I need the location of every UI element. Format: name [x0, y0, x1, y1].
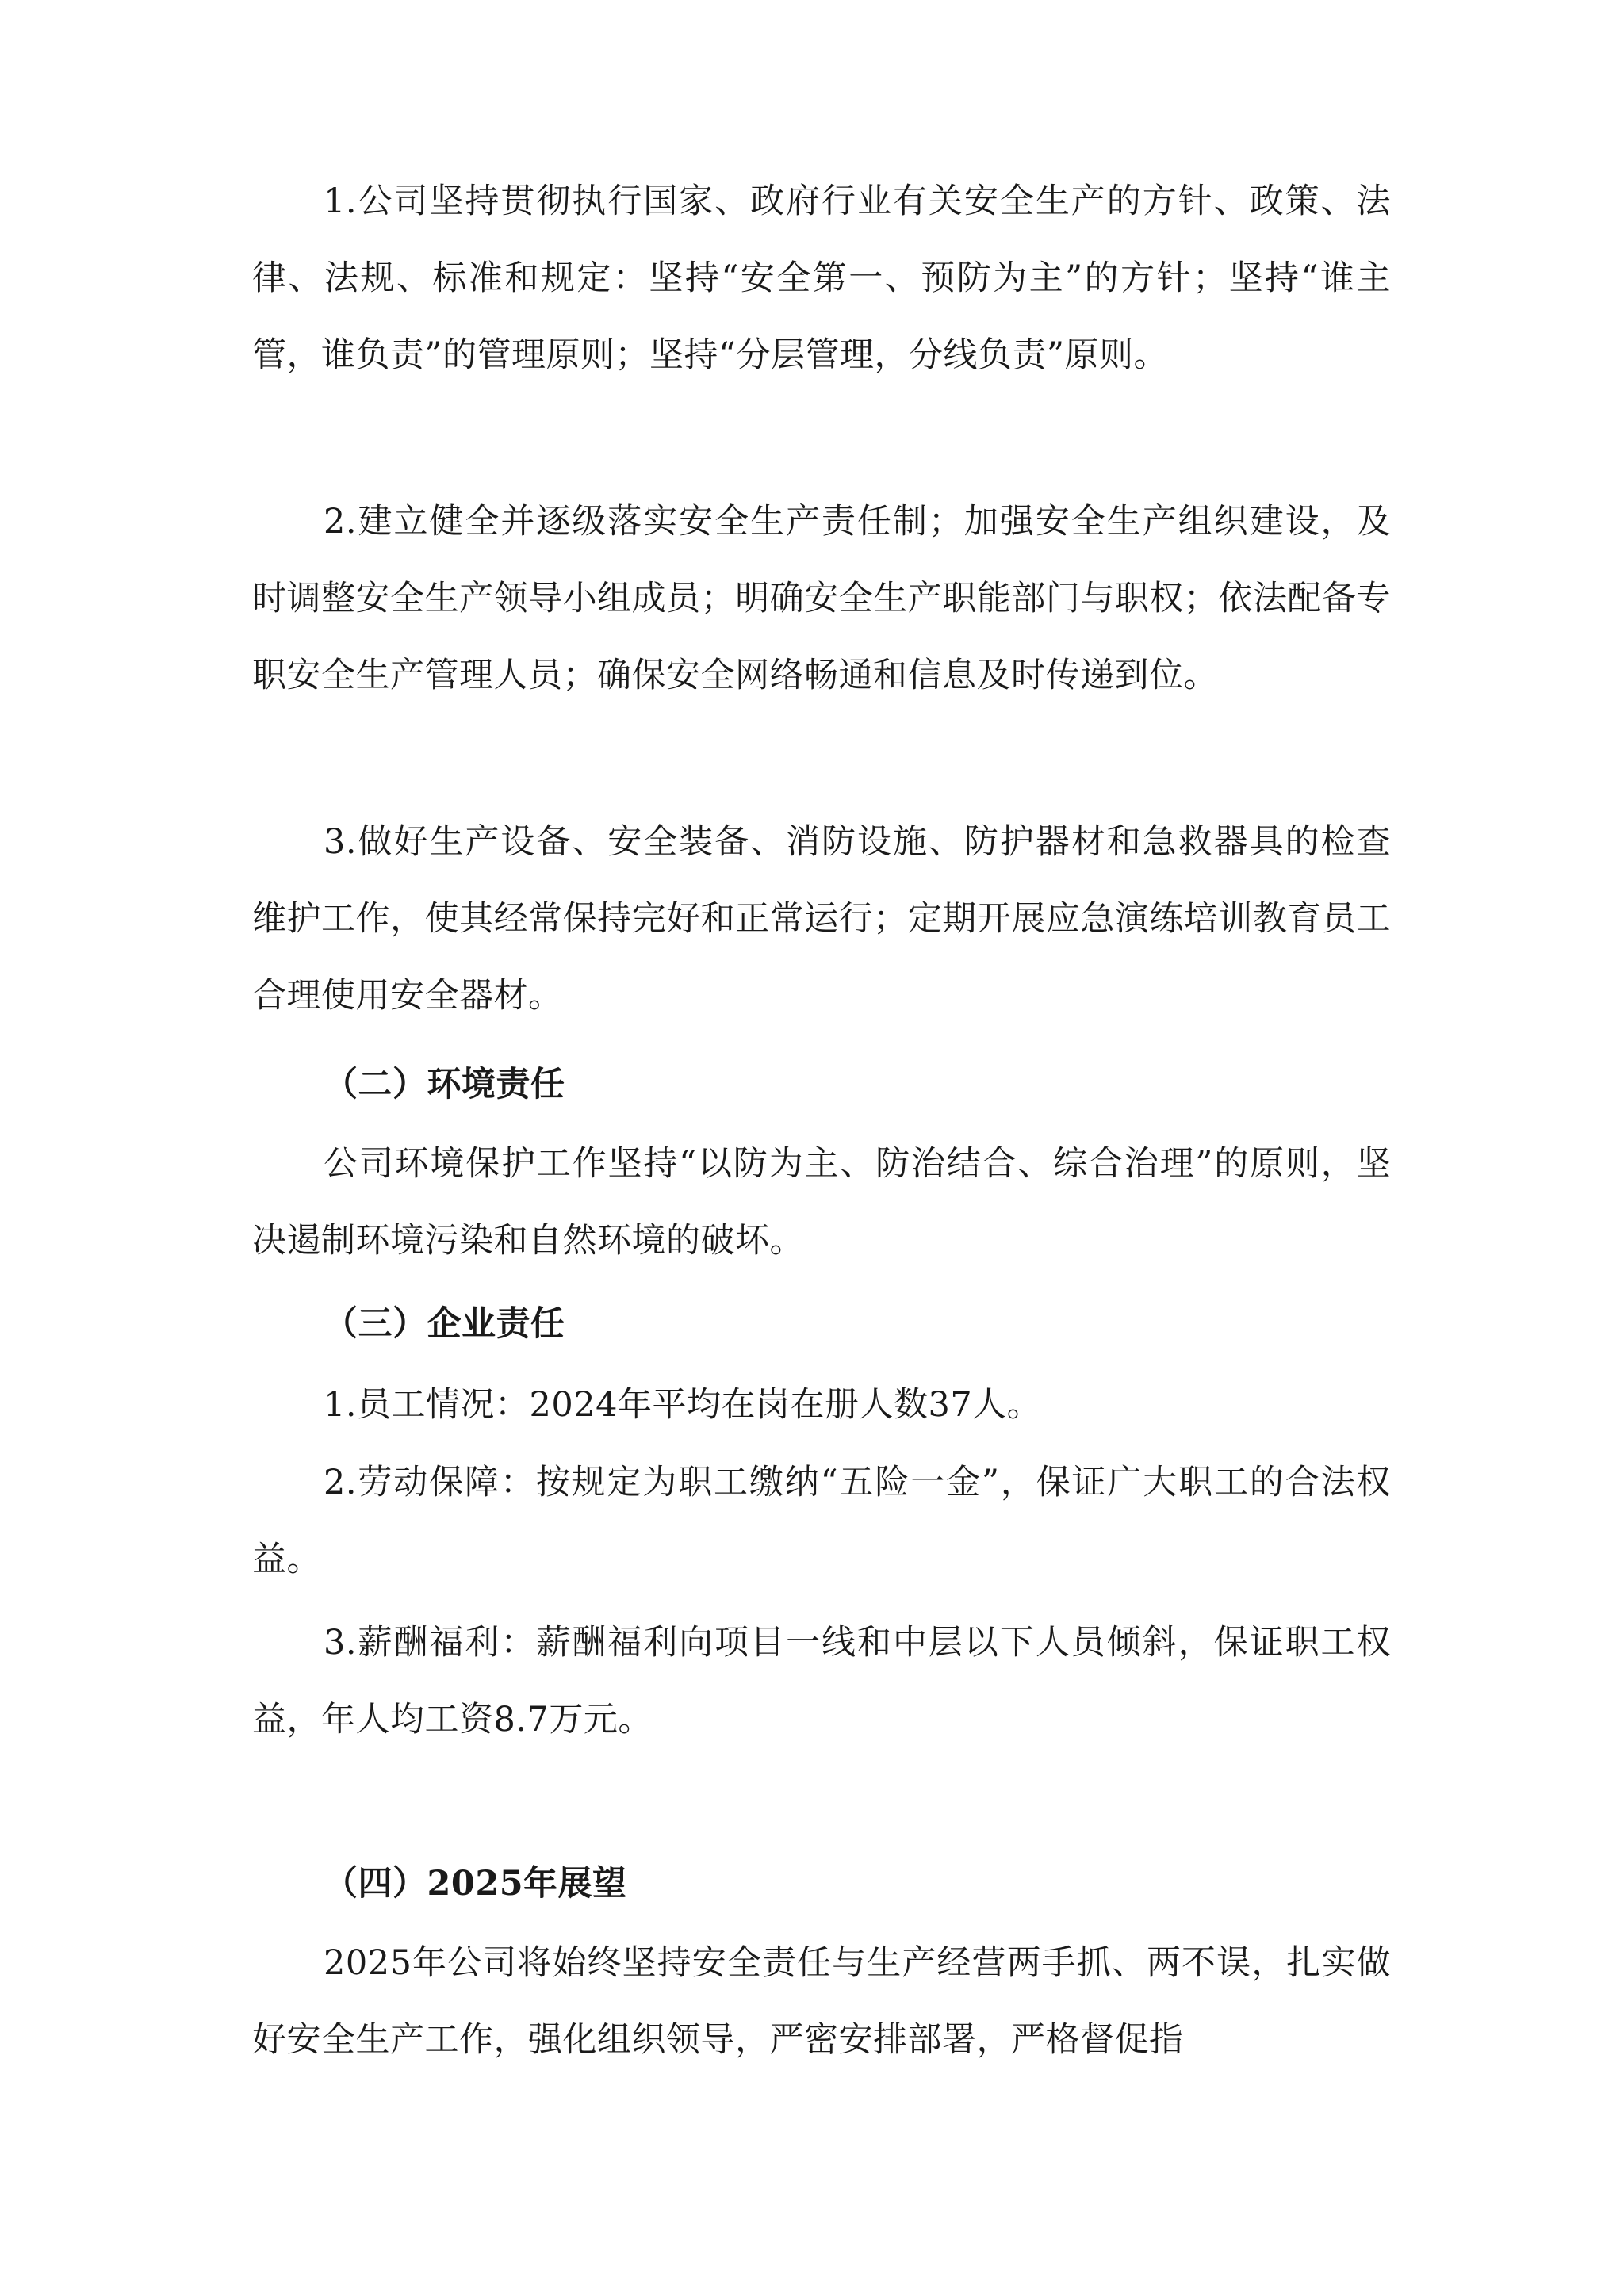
paragraph-compensation-benefits: 3.薪酬福利：薪酬福利向项目一线和中层以下人员倾斜，保证职工权益，年人均工资8.7万元。: [252, 1623, 1391, 1739]
paragraph-environmental-protection: 公司环境保护工作坚持“以防为主、防治结合、综合治理”的原则，坚决遏制环境污染和自然环境的破坏。: [252, 1144, 1391, 1261]
heading-corporate-responsibility: （三）企业责任: [324, 1304, 565, 1344]
heading-environmental-responsibility: （二）环境责任: [324, 1065, 565, 1104]
heading-2025-outlook: （四）2025年展望: [324, 1864, 627, 1904]
paragraph-employee-status: 1.员工情况：2024年平均在岗在册人数37人。: [324, 1385, 1042, 1425]
paragraph-safety-policy: 1.公司坚持贯彻执行国家、政府行业有关安全生产的方针、政策、法律、法规、标准和规定：坚持“安全第一、预防为主”的方针；坚持“谁主管，谁负责”的管理原则；坚持“分层管理，分线负责”原则。: [252, 182, 1391, 375]
paragraph-equipment-maintenance: 3.做好生产设备、安全装备、消防设施、防护器材和急救器具的检查维护工作，使其经常保持完好和正常运行；定期开展应急演练培训教育员工合理使用安全器材。: [252, 822, 1391, 1016]
paragraph-safety-responsibility-system: 2.建立健全并逐级落实安全生产责任制；加强安全生产组织建设，及时调整安全生产领导小组成员；明确安全生产职能部门与职权；依法配备专职安全生产管理人员；确保安全网络畅通和信息及时传递到位。: [252, 502, 1391, 695]
paragraph-2025-plan: 2025年公司将始终坚持安全责任与生产经营两手抓、两不误，扎实做好安全生产工作，强化组织领导，严密安排部署，严格督促指: [252, 1943, 1391, 2060]
paragraph-labor-protection: 2.劳动保障：按规定为职工缴纳“五险一金”，保证广大职工的合法权益。: [252, 1463, 1391, 1579]
